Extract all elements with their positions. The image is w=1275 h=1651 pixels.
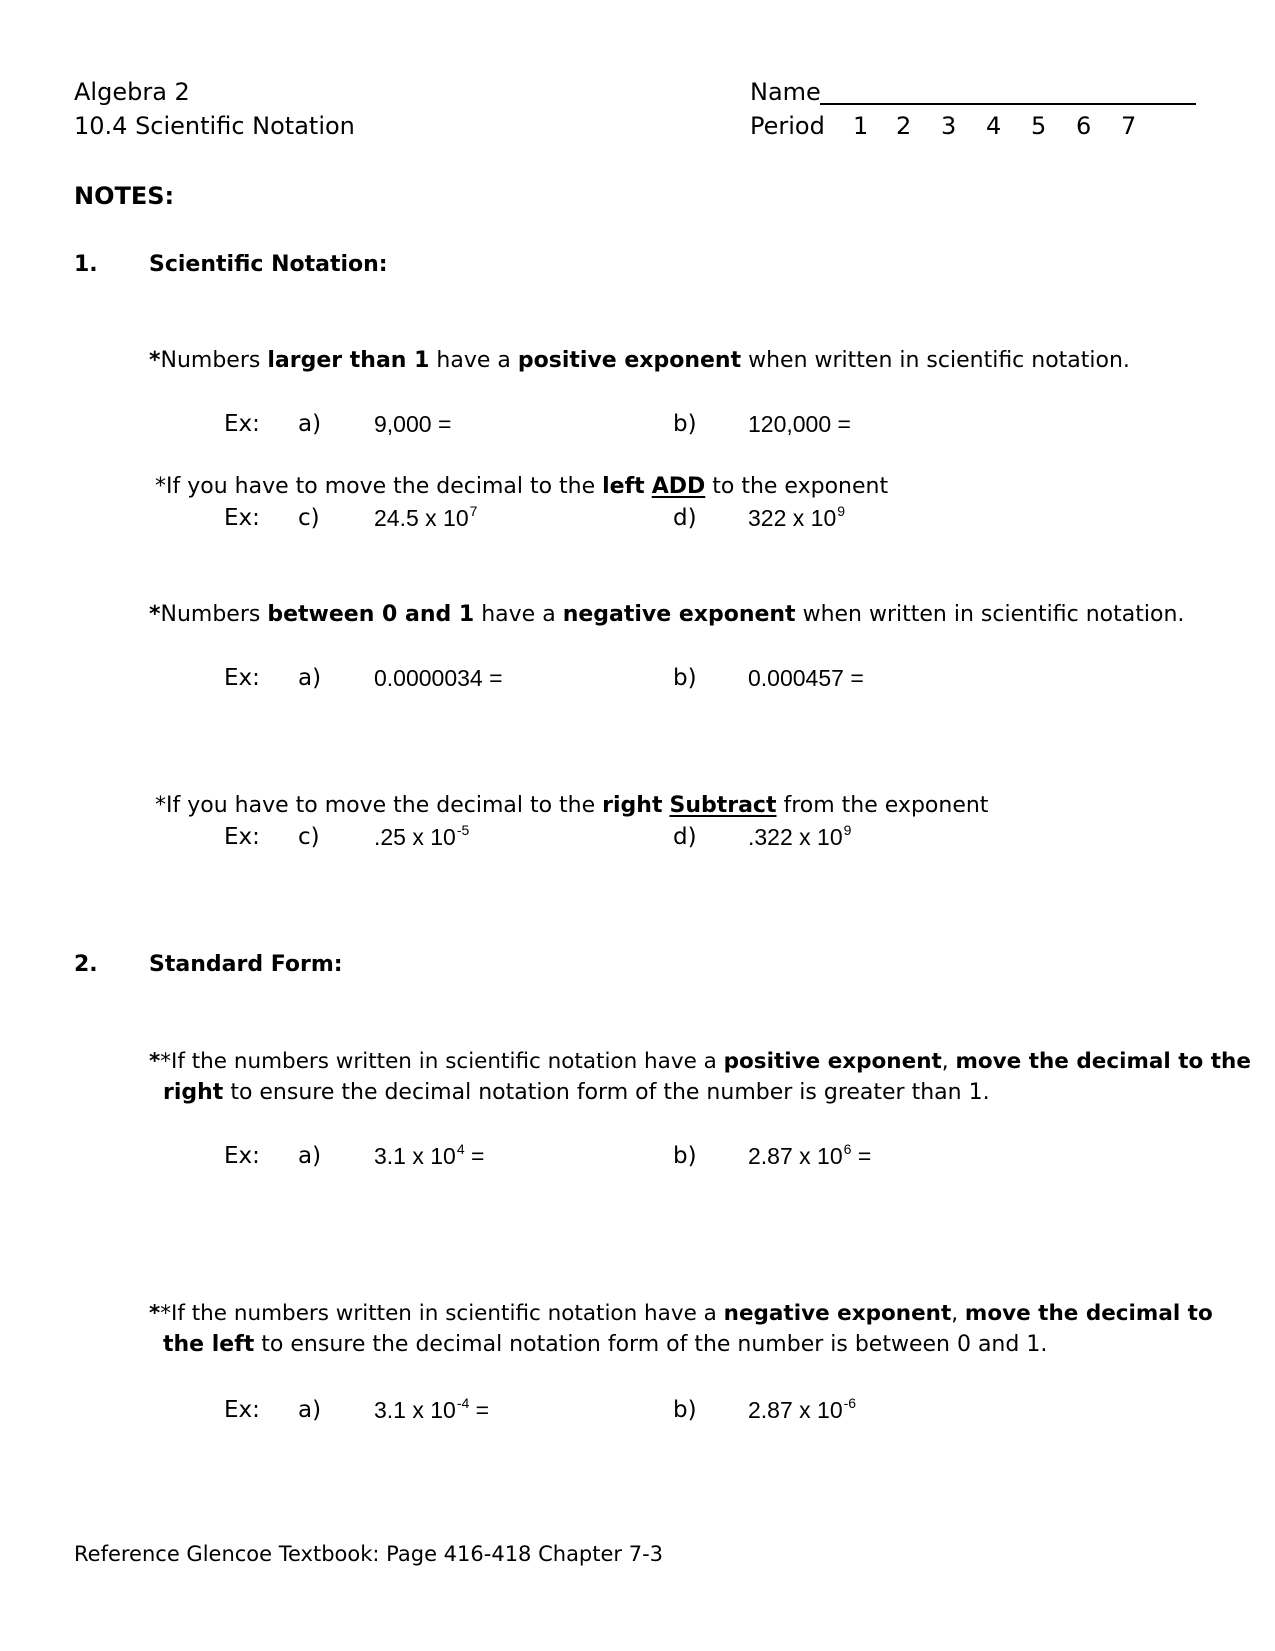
example-c-label: c) [298, 505, 320, 531]
example-label: Ex: [224, 411, 260, 437]
example-b-value: 0.000457 = [748, 665, 864, 691]
period-option: 5 [1031, 112, 1047, 140]
example-a-label: a) [298, 665, 322, 691]
name-blank-line [820, 103, 1196, 105]
rule-standard-positive-line2: right to ensure the decimal notation form of the number is greater than 1. [163, 1080, 990, 1105]
rule-standard-positive-line1: **If the numbers written in scientific notation have a positive exponent, move the decimal to the [149, 1049, 1251, 1074]
period-option: 4 [986, 112, 1002, 140]
example-c-label: c) [298, 824, 320, 850]
reference-note: Reference Glencoe Textbook: Page 416-418 Chapter 7-3 [74, 1542, 664, 1566]
example-a-value: 0.0000034 = [374, 665, 503, 691]
example-b-label: b) [673, 1143, 697, 1169]
example-label: Ex: [224, 1143, 260, 1169]
example-d-label: d) [673, 505, 697, 531]
rule-standard-negative-line2: the left to ensure the decimal notation form of the number is between 0 and 1. [163, 1332, 1048, 1357]
rule-move-right: *If you have to move the decimal to the right Subtract from the exponent [155, 793, 989, 818]
lesson-title: 10.4 Scientific Notation [74, 112, 355, 140]
example-d-label: d) [673, 824, 697, 850]
example-label: Ex: [224, 1397, 260, 1423]
example-b-label: b) [673, 411, 697, 437]
example-c-value: .25 x $10^{-5}$ [374, 822, 470, 850]
section2-number: 2. [74, 952, 98, 977]
example-d-value: 322 x $10^9$ [748, 503, 846, 531]
example-a-value: 3.1 x $10^4$ = [374, 1141, 485, 1169]
example-a-value: 9,000 = [374, 411, 452, 437]
example-label: Ex: [224, 505, 260, 531]
period-option: 2 [896, 112, 912, 140]
example-a-label: a) [298, 1143, 322, 1169]
example-label: Ex: [224, 824, 260, 850]
example-a-value: 3.1 x $10^{-4}$ = [374, 1395, 490, 1423]
example-a-label: a) [298, 411, 322, 437]
section1-number: 1. [74, 252, 98, 277]
example-b-label: b) [673, 1397, 697, 1423]
example-b-value: 2.87 x $10^{-6}$ [748, 1395, 857, 1423]
example-b-value: 2.87 x $10^6$ = [748, 1141, 872, 1169]
example-label: Ex: [224, 665, 260, 691]
example-b-value: 120,000 = [748, 411, 851, 437]
course-title: Algebra 2 [74, 78, 190, 106]
rule-move-left: *If you have to move the decimal to the left ADD to the exponent [155, 474, 889, 499]
example-b-label: b) [673, 665, 697, 691]
example-c-value: 24.5 x $10^7$ [374, 503, 478, 531]
example-d-value: .322 x $10^9$ [748, 822, 852, 850]
notes-heading: NOTES: [74, 182, 175, 210]
rule-positive-exponent: *Numbers larger than 1 have a positive exponent when written in scientific notation. [149, 348, 1130, 373]
period-option: 1 [853, 112, 869, 140]
period-option: 3 [941, 112, 957, 140]
rule-negative-exponent: *Numbers between 0 and 1 have a negative exponent when written in scientific notation. [149, 602, 1185, 627]
example-a-label: a) [298, 1397, 322, 1423]
section1-title: Scientific Notation: [149, 252, 388, 277]
section2-title: Standard Form: [149, 952, 343, 977]
period-option: 7 [1121, 112, 1137, 140]
period-option: 6 [1076, 112, 1092, 140]
name-label: Name [750, 78, 821, 106]
period-label: Period [750, 112, 825, 140]
rule-standard-negative-line1: **If the numbers written in scientific notation have a negative exponent, move the decimal to [149, 1301, 1213, 1326]
